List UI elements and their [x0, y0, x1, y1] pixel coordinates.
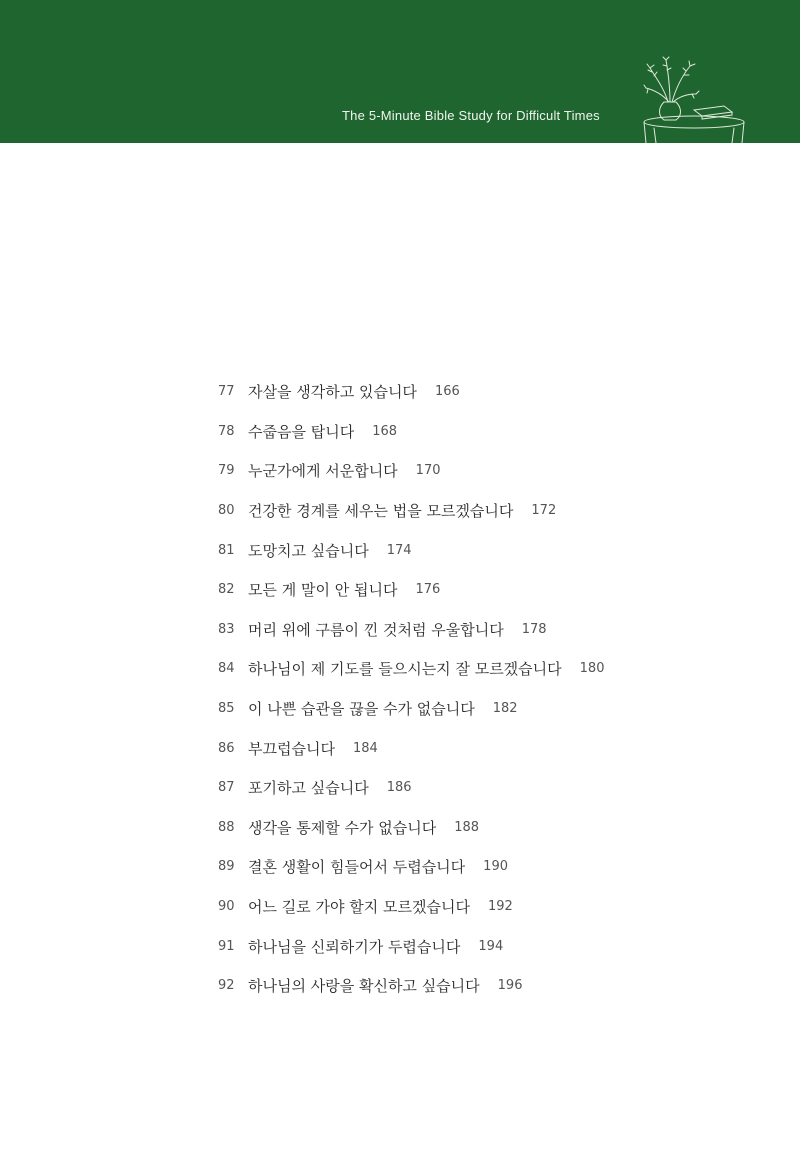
toc-entry-page: 176 — [415, 582, 441, 598]
toc-entry — [218, 808, 604, 848]
toc-entry-title: 수줍음을 탑니다 — [248, 422, 355, 441]
toc-entry-title: 도망치고 싶습니다 — [248, 541, 369, 560]
toc-entry-title: 모든 게 말이 안 됩니다 — [248, 581, 398, 600]
toc-entry-title: 하나님을 신뢰하기가 두렵습니다 — [248, 937, 461, 956]
header-banner — [0, 0, 800, 143]
toc-entry-number: 91 — [218, 938, 235, 954]
toc-entry — [218, 412, 604, 452]
toc-entry-page: 194 — [478, 938, 504, 954]
toc-entry-title: 이 나쁜 습관을 끊을 수가 없습니다 — [248, 700, 475, 719]
toc-entry-page: 188 — [454, 819, 480, 835]
toc-entry-number: 88 — [218, 819, 235, 835]
toc-entry-number: 92 — [218, 978, 235, 994]
toc-entry-number: 87 — [218, 780, 235, 796]
toc-entry-title: 하나님의 사랑을 확신하고 싶습니다 — [248, 977, 480, 996]
toc-entry-title: 자살을 생각하고 있습니다 — [248, 383, 417, 402]
toc-entry-page: 168 — [372, 423, 398, 439]
toc-entry-number: 90 — [218, 899, 235, 915]
toc-entry-title: 어느 길로 가야 할지 모르겠습니다 — [248, 898, 470, 917]
vase-with-flowers-illustration — [640, 50, 750, 143]
toc-entry-number: 79 — [218, 463, 235, 479]
toc-entry-number: 86 — [218, 740, 235, 756]
book-title: The 5-Minute Bible Study for Difficult Times — [342, 108, 600, 123]
toc-entry-number: 77 — [218, 384, 235, 400]
toc-entry-page: 192 — [487, 899, 513, 915]
toc-entry-title: 머리 위에 구름이 낀 것처럼 우울합니다 — [248, 620, 504, 639]
toc-entry — [218, 728, 604, 768]
toc-entry-page: 178 — [521, 621, 547, 637]
toc-entry — [218, 887, 604, 927]
toc-entry — [218, 570, 604, 610]
toc-entry-number: 80 — [218, 503, 235, 519]
toc-entry — [218, 966, 604, 1006]
toc-entry-page: 180 — [579, 661, 605, 677]
toc-entry-page: 172 — [531, 503, 557, 519]
toc-entry — [218, 372, 604, 412]
toc-entry-number: 78 — [218, 423, 235, 439]
toc-entry-title: 하나님이 제 기도를 들으시는지 잘 모르겠습니다 — [248, 660, 562, 679]
toc-entry — [218, 491, 604, 531]
toc-entry-page: 170 — [415, 463, 441, 479]
toc-entry-page: 190 — [483, 859, 508, 875]
toc-entry — [218, 847, 604, 887]
toc-entry — [218, 768, 604, 808]
toc-entry-number: 81 — [218, 542, 235, 558]
toc-entry-number: 83 — [218, 621, 235, 637]
toc-entry-title: 누군가에게 서운합니다 — [248, 462, 398, 481]
toc-entry — [218, 530, 604, 570]
table-of-contents — [218, 372, 604, 1006]
toc-entry-number: 89 — [218, 859, 235, 875]
toc-entry-number: 84 — [218, 661, 235, 677]
toc-entry-page: 196 — [497, 978, 523, 994]
toc-entry-title: 건강한 경계를 세우는 법을 모르겠습니다 — [248, 502, 514, 521]
toc-entry — [218, 649, 604, 689]
toc-entry-title: 포기하고 싶습니다 — [248, 779, 369, 798]
toc-entry-title: 부끄럽습니다 — [248, 739, 335, 758]
toc-entry-number: 85 — [218, 701, 235, 717]
toc-entry-page: 174 — [386, 542, 412, 558]
toc-entry-title: 생각을 통제할 수가 없습니다 — [248, 818, 437, 837]
toc-entry-page: 184 — [352, 740, 378, 756]
toc-entry-title: 결혼 생활이 힘들어서 두렵습니다 — [248, 858, 466, 877]
toc-entry — [218, 610, 604, 650]
toc-entry-number: 82 — [218, 582, 235, 598]
toc-entry — [218, 689, 604, 729]
toc-entry — [218, 451, 604, 491]
toc-entry-page: 182 — [492, 701, 518, 717]
toc-entry-page: 166 — [434, 384, 460, 400]
toc-entry-page: 186 — [386, 780, 412, 796]
toc-entry — [218, 926, 604, 966]
